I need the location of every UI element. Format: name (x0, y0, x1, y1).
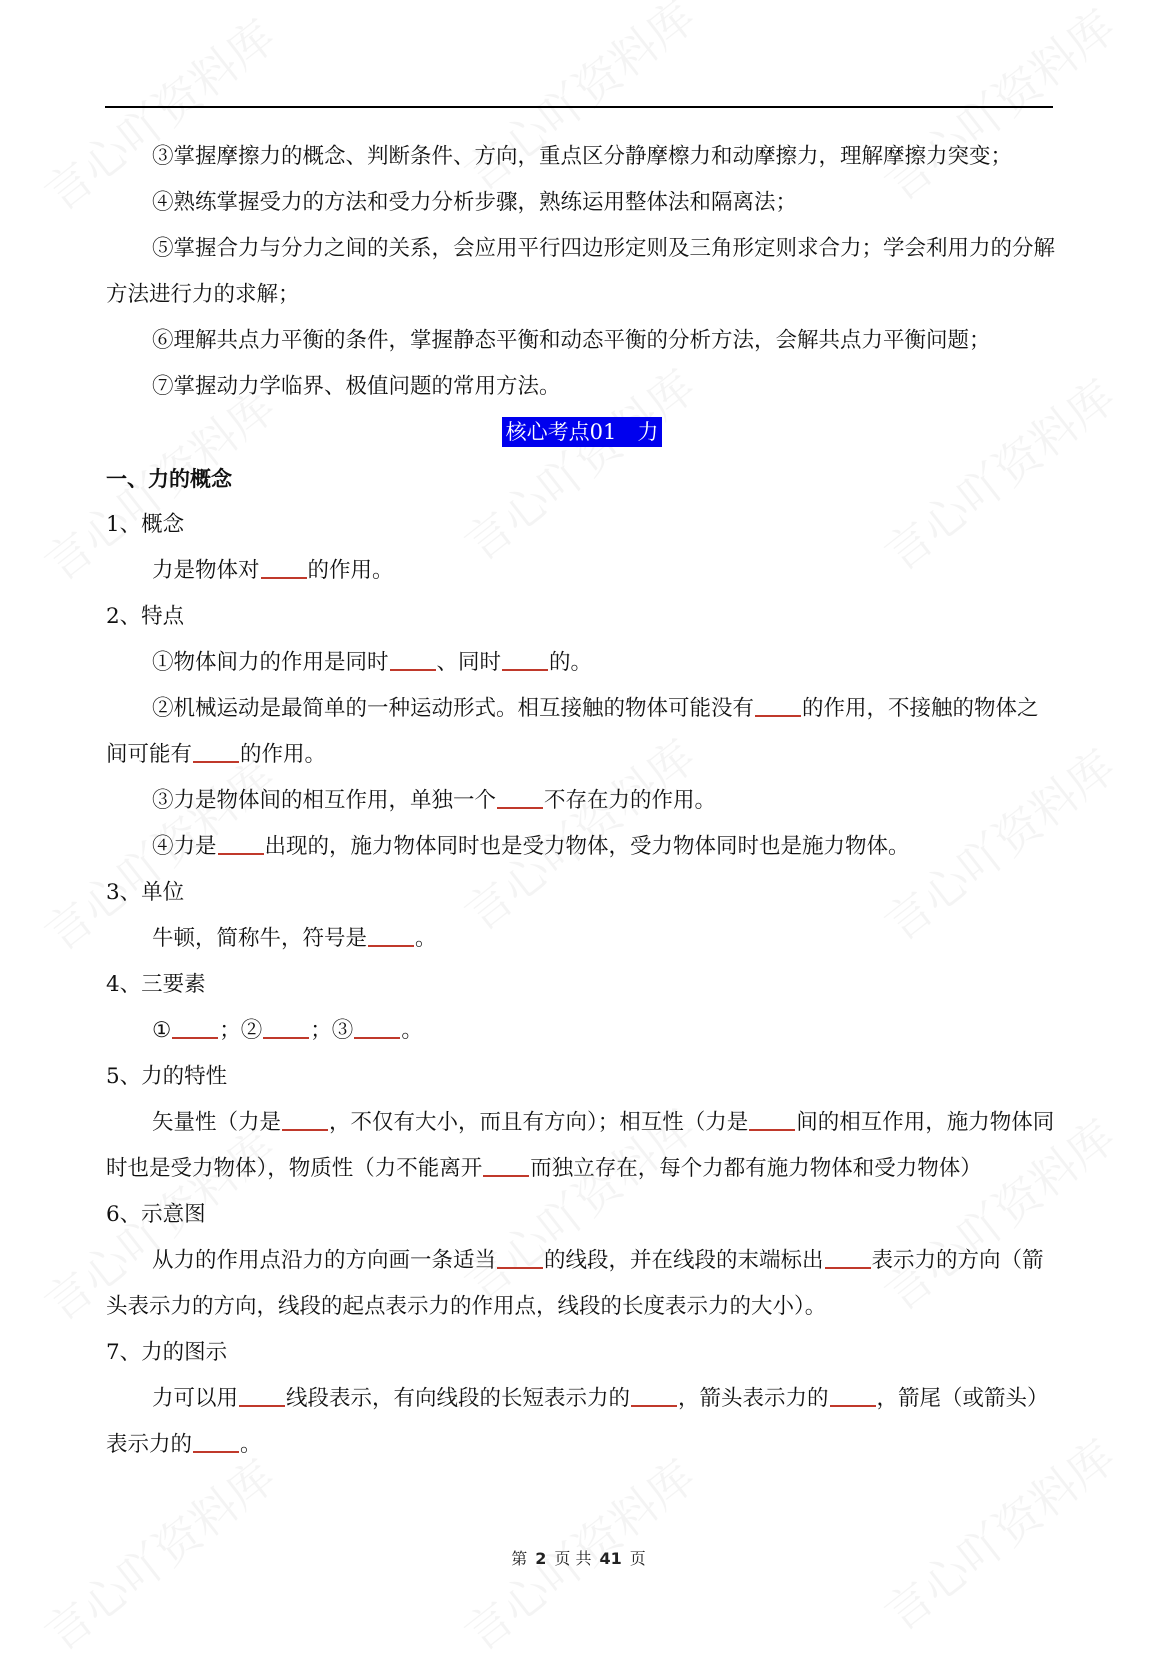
properties-line (106, 1100, 1058, 1192)
fill-blank[interactable] (483, 1174, 529, 1177)
fill-blank[interactable] (354, 1036, 400, 1039)
fill-blank[interactable] (368, 944, 414, 947)
text: 矢量性（力是 (152, 1110, 282, 1135)
feature-3 (106, 778, 1058, 824)
text: 。 (401, 1018, 423, 1043)
fill-blank[interactable] (749, 1128, 795, 1131)
text: 力可以用 (152, 1386, 239, 1411)
text: 牛顿，简称牛，符号是 (152, 926, 368, 951)
text: 出现的，施力物体同时也是受力物体，受力物体同时也是施力物体。 (264, 834, 910, 859)
footer-mid: 页 共 (554, 1549, 592, 1568)
text: 不存在力的作用。 (544, 788, 717, 813)
fill-blank[interactable] (631, 1404, 677, 1407)
document-body (106, 134, 1058, 1468)
feature-4 (106, 824, 1058, 870)
text: 而独立存在，每个力都有施力物体和受力物体） (530, 1156, 982, 1181)
text: ；③ (310, 1018, 354, 1043)
objective-3: ③掌握摩擦力的概念、判断条件、方向，重点区分静摩檫力和动摩擦力，理解摩擦力突变； (152, 144, 1013, 169)
text: ，不仅有大小，而且有方向）；相互性（力是 (329, 1110, 749, 1135)
text: 的作用，不接触的物体之间可能有 (106, 696, 1039, 767)
fill-blank[interactable] (282, 1128, 328, 1131)
text: 间的相互作用，施力物体同时也是受力物体），物质性（力不能离开 (106, 1110, 1055, 1181)
page-footer (0, 1546, 1157, 1569)
text: ① (152, 1018, 172, 1043)
objective-7: ⑦掌握动力学临界、极值问题的常用方法。 (152, 374, 561, 399)
text: 从力的作用点沿力的方向画一条适当 (152, 1248, 497, 1273)
text: ④力是 (152, 834, 217, 859)
fill-blank[interactable] (239, 1404, 285, 1407)
text: 的。 (549, 650, 593, 675)
fill-blank[interactable] (172, 1036, 218, 1039)
text: 力是物体对 (152, 558, 260, 583)
fill-blank[interactable] (830, 1404, 876, 1407)
item-heading-three-elements: 4、三要素 (106, 972, 206, 997)
fill-blank[interactable] (502, 668, 548, 671)
section-title: 核心考点01 力 (502, 417, 663, 447)
text: ；② (219, 1018, 263, 1043)
fill-blank[interactable] (825, 1266, 871, 1269)
feature-2 (106, 686, 1058, 778)
fill-blank[interactable] (755, 714, 801, 717)
fill-blank[interactable] (193, 1450, 239, 1453)
fill-blank[interactable] (218, 852, 264, 855)
fill-blank[interactable] (497, 806, 543, 809)
fill-blank[interactable] (193, 760, 239, 763)
three-elements-line (106, 1008, 1058, 1054)
item-heading-graphic: 7、力的图示 (106, 1340, 228, 1365)
fill-blank[interactable] (497, 1266, 543, 1269)
part-heading: 一、力的概念 (106, 467, 232, 491)
text: 线段表示，有向线段的长短表示力的 (286, 1386, 631, 1411)
text: 的作用。 (240, 742, 327, 767)
item-heading-concept: 1、概念 (106, 512, 185, 537)
text: ③力是物体间的相互作用，单独一个 (152, 788, 497, 813)
diagram-line (106, 1238, 1058, 1330)
text: ，箭尾（或箭头）表示力的 (106, 1386, 1049, 1457)
concept-line (106, 548, 1058, 594)
objective-4: ④熟练掌握受力的方法和受力分析步骤，熟练运用整体法和隔离法； (152, 190, 798, 215)
unit-line (106, 916, 1058, 962)
text: ①物体间力的作用是同时 (152, 650, 389, 675)
current-page-number: 2 (535, 1549, 547, 1568)
header-rule (105, 106, 1053, 108)
text: 。 (415, 926, 437, 951)
text: 表示力的方向（箭头表示力的方向，线段的起点表示力的作用点，线段的长度表示力的大小）。 (106, 1248, 1044, 1319)
text: 。 (240, 1432, 262, 1457)
total-pages: 41 (599, 1549, 622, 1568)
objective-5: ⑤掌握合力与分力之间的关系，会应用平行四边形定则及三角形定则求合力；学会利用力的分解方法进行力的求解； (106, 236, 1056, 307)
feature-1 (106, 640, 1058, 686)
text: 的线段，并在线段的末端标出 (544, 1248, 824, 1273)
footer-suffix: 页 (629, 1549, 646, 1568)
fill-blank[interactable] (261, 576, 307, 579)
text: ，箭头表示力的 (678, 1386, 829, 1411)
footer-prefix: 第 (511, 1549, 528, 1568)
fill-blank[interactable] (263, 1036, 309, 1039)
item-heading-unit: 3、单位 (106, 880, 185, 905)
item-heading-features: 2、特点 (106, 604, 185, 629)
graphic-line (106, 1376, 1058, 1468)
text: 的作用。 (307, 558, 394, 583)
objective-6: ⑥理解共点力平衡的条件，掌握静态平衡和动态平衡的分析方法，会解共点力平衡问题； (152, 328, 991, 353)
section-title-row (106, 410, 1058, 456)
text: ②机械运动是最简单的一种运动形式。相互接触的物体可能没有 (152, 696, 755, 721)
item-heading-properties: 5、力的特性 (106, 1064, 228, 1089)
fill-blank[interactable] (390, 668, 436, 671)
text: 、同时 (436, 650, 502, 675)
item-heading-diagram: 6、示意图 (106, 1202, 206, 1227)
